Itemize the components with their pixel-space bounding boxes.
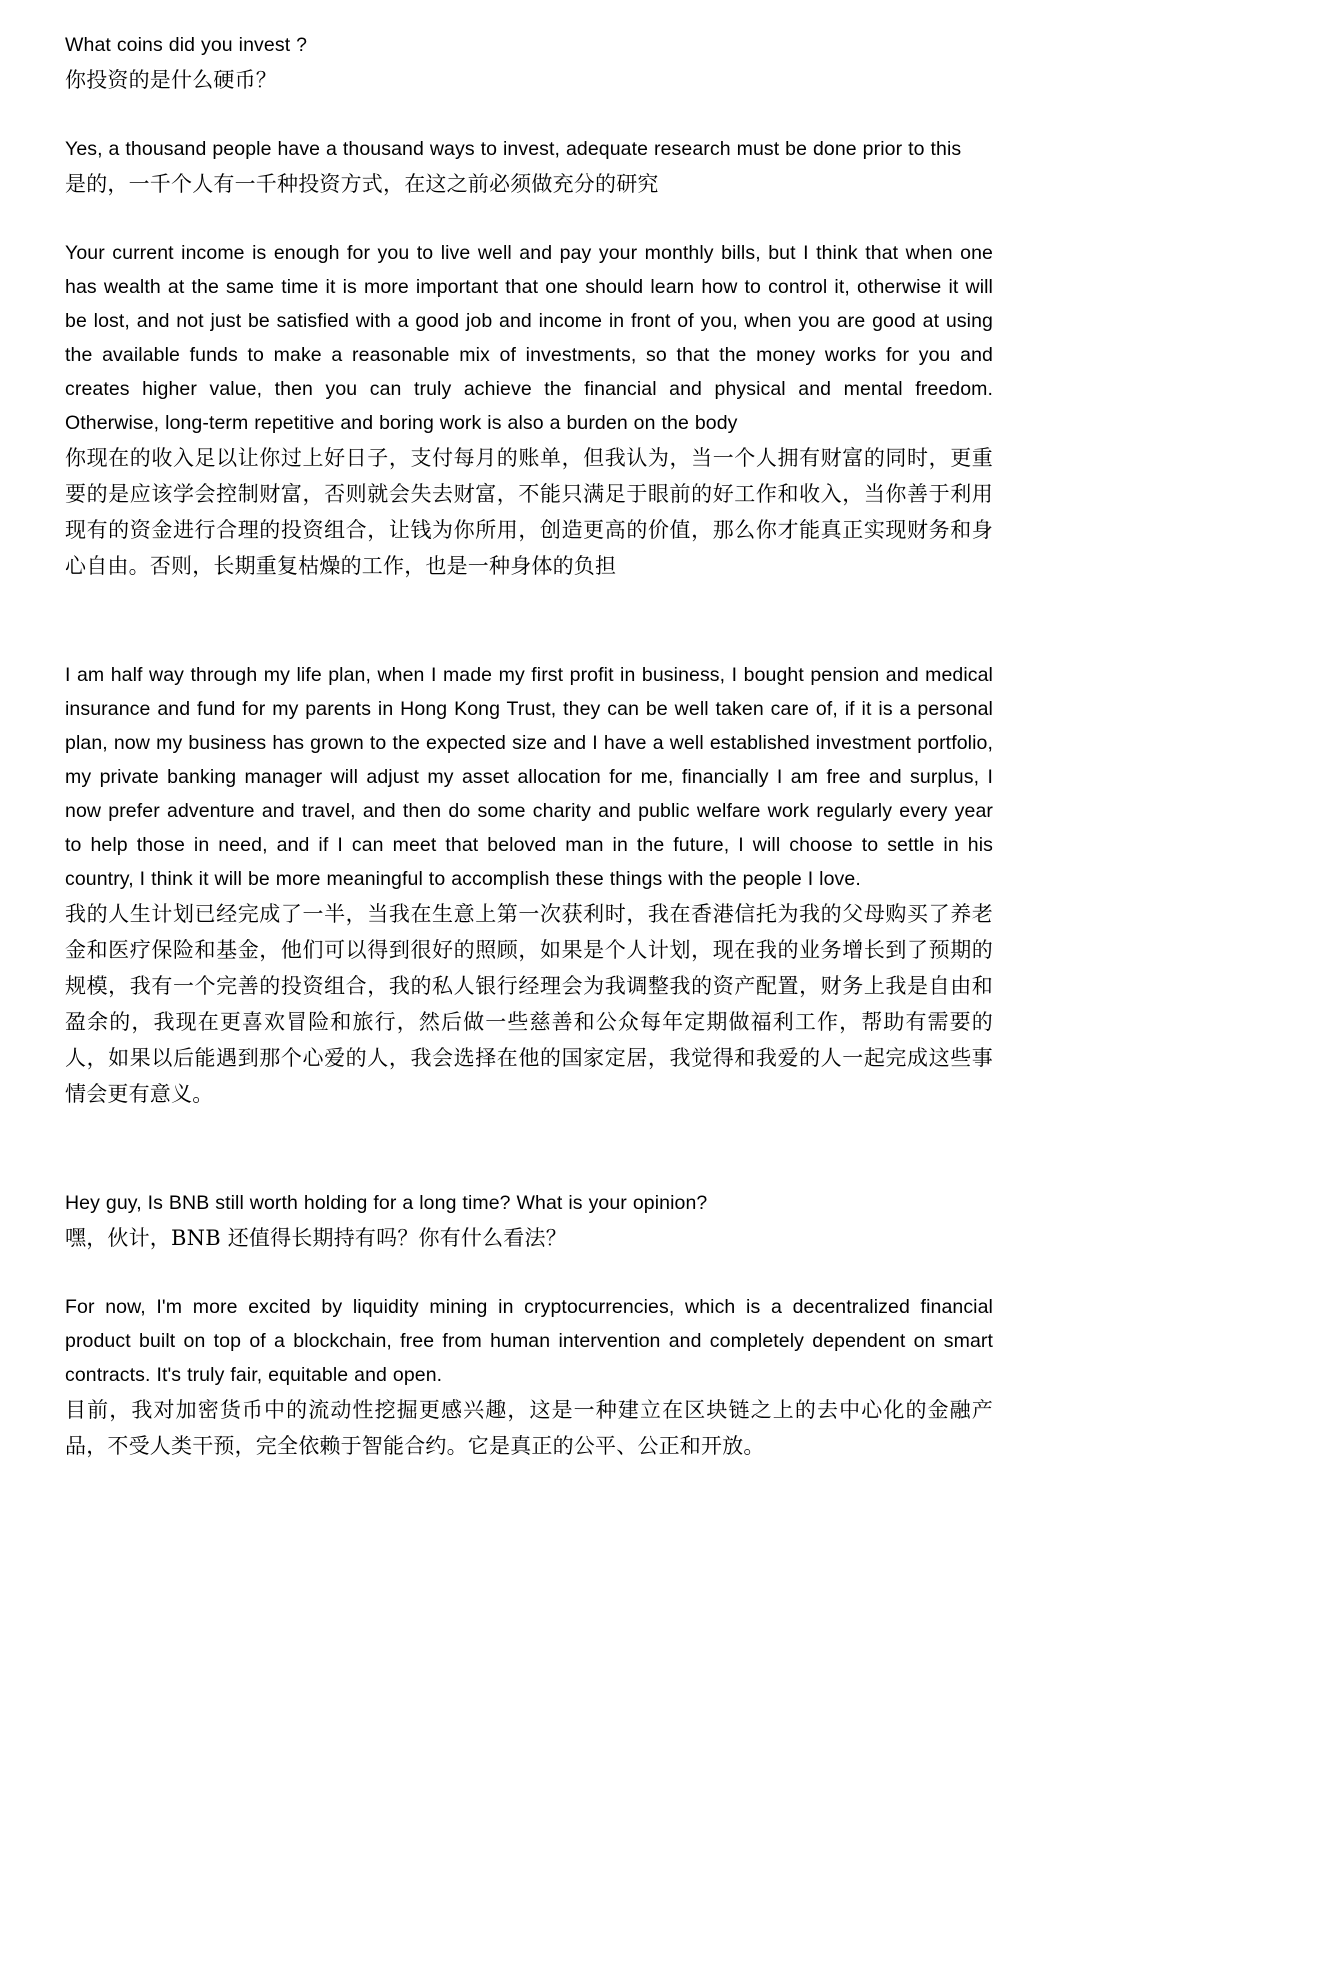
section-spacer	[65, 1112, 993, 1186]
chinese-paragraph: 我的人生计划已经完成了一半，当我在生意上第一次获利时，我在香港信托为我的父母购买了养老金和医疗保险和基金，他们可以得到很好的照顾，如果是个人计划，现在我的业务增长到了预期的规模，我有一个完善的投资组合，我的私人银行经理会为我调整我的资产配置，财务上我是自由和盈余的，我现在更喜欢冒险和旅行，然后做一些慈善和公众每年定期做福利工作，帮助有需要的人，如果以后能遇到那个心爱的人，我会选择在他的国家定居，我觉得和我爱的人一起完成这些事情会更有意义。	[65, 902, 993, 1106]
qa-block-q-bnb	[65, 1186, 993, 1256]
qa-block-a-thousand-ways	[65, 132, 993, 202]
chinese-line: 嘿，伙计，BNB 还值得长期持有吗？你有什么看法？	[65, 1226, 567, 1250]
document-text-body	[65, 28, 993, 1464]
qa-block-q-coins	[65, 28, 993, 98]
section-spacer	[65, 202, 993, 236]
english-line: What coins did you invest ?	[65, 34, 308, 56]
section-spacer	[65, 1256, 993, 1290]
chinese-line: 是的，一千个人有一千种投资方式，在这之前必须做充分的研究	[65, 172, 659, 196]
chinese-paragraph: 你现在的收入足以让你过上好日子，支付每月的账单，但我认为，当一个人拥有财富的同时，更重要的是应该学会控制财富，否则就会失去财富，不能只满足于眼前的好工作和收入，当你善于利用现有的资金进行合理的投资组合，让钱为你所用，创造更高的价值，那么你才能真正实现财务和身心自由。否则，长期重复枯燥的工作，也是一种身体的负担	[65, 446, 993, 578]
qa-block-a-life-plan	[65, 658, 993, 1112]
english-paragraph: For now, I'm more excited by liquidity mining in cryptocurrencies, which is a decentralized financial product built on top of a blockchain, free from human intervention and completely dependent on smart contracts. It's truly fair, equitable and open.	[65, 1296, 993, 1386]
chinese-line: 你投资的是什么硬币？	[65, 68, 277, 92]
english-line: Hey guy, Is BNB still worth holding for a long time? What is your opinion?	[65, 1192, 708, 1214]
section-spacer	[65, 584, 993, 658]
english-paragraph: Your current income is enough for you to live well and pay your monthly bills, but I think that when one has wealth at the same time it is more important that one should learn how to control it, otherwise it will be lost, and not just be satisfied with a good job and income in front of you, when you are good at using the available funds to make a reasonable mix of investments, so that the money works for you and creates higher value, then you can truly achieve the financial and physical and mental freedom. Otherwise, long-term repetitive and boring work is also a burden on the body	[65, 242, 993, 434]
section-spacer	[65, 98, 993, 132]
english-paragraph: I am half way through my life plan, when I made my first profit in business, I bought pension and medical insurance and fund for my parents in Hong Kong Trust, they can be well taken care of, if it is a personal plan, now my business has grown to the expected size and I have a well established investment portfolio, my private banking manager will adjust my asset allocation for me, financially I am free and surplus, I now prefer adventure and travel, and then do some charity and public welfare work regularly every year to help those in need, and if I can meet that beloved man in the future, I will choose to settle in his country, I think it will be more meaningful to accomplish these things with the people I love.	[65, 664, 993, 890]
chinese-paragraph: 目前，我对加密货币中的流动性挖掘更感兴趣，这是一种建立在区块链之上的去中心化的金融产品，不受人类干预，完全依赖于智能合约。它是真正的公平、公正和开放。	[65, 1398, 993, 1458]
qa-block-a-income-wealth	[65, 236, 993, 584]
english-line: Yes, a thousand people have a thousand ways to invest, adequate research must be done prior to this	[65, 138, 962, 160]
qa-block-a-liquidity-mining	[65, 1290, 993, 1464]
